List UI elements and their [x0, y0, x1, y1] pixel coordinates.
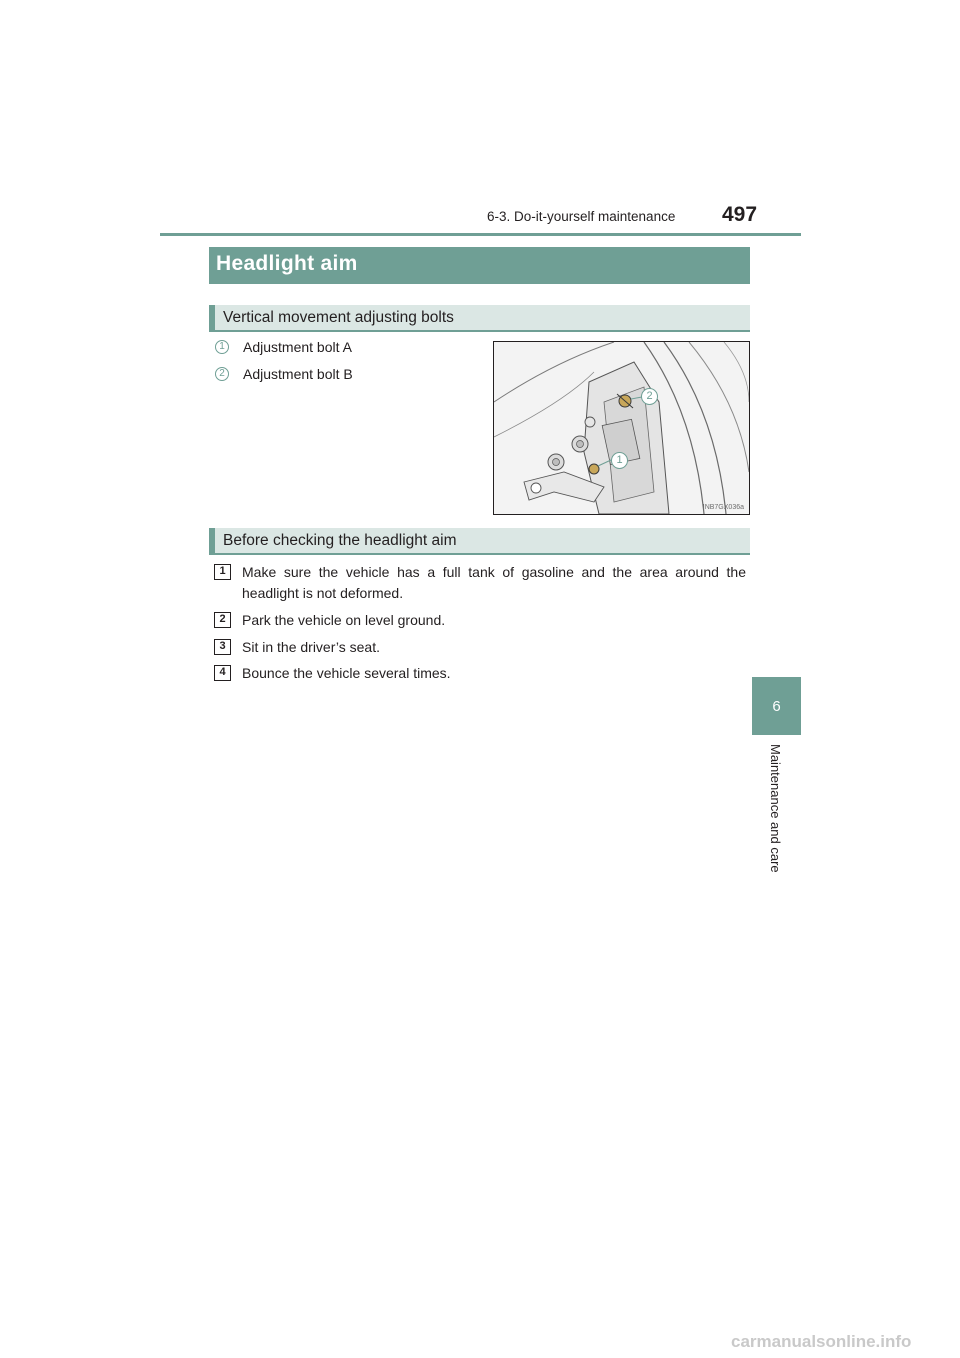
section-heading-before-checking	[209, 528, 750, 555]
page-number: 497	[722, 203, 758, 226]
figure-code: INB7GX036a	[702, 504, 744, 511]
header-rule	[160, 233, 801, 236]
step-number: 3	[214, 639, 231, 655]
step-number: 2	[214, 612, 231, 628]
page-title-bar	[209, 247, 750, 284]
section-heading-text: Before checking the headlight aim	[223, 532, 457, 549]
step-text: Make sure the vehicle has a full tank of gasoline and the area around the headlight is not deformed.	[242, 564, 746, 601]
watermark: carmanualsonline.info	[731, 1332, 912, 1351]
running-header-section: 6-3. Do-it-yourself maintenance	[487, 209, 676, 224]
chapter-title: Maintenance and care	[768, 744, 783, 873]
section-heading-text: Vertical movement adjusting bolts	[223, 309, 454, 326]
chapter-tab	[752, 677, 801, 735]
figure-marker-2: 2	[641, 388, 658, 405]
headlight-drawing	[494, 342, 749, 514]
callout-label: Adjustment bolt B	[243, 366, 353, 382]
chapter-title-vertical	[764, 744, 790, 894]
callout-marker: 2	[215, 367, 229, 381]
figure-marker-1: 1	[611, 452, 628, 469]
section-heading-adjusting-bolts	[209, 305, 750, 332]
chapter-number: 6	[772, 697, 781, 715]
step-text: Park the vehicle on level ground.	[242, 612, 446, 628]
page-title: Headlight aim	[216, 252, 358, 275]
step-number: 4	[214, 665, 231, 681]
step-text: Bounce the vehicle several times.	[242, 665, 451, 681]
callout-marker: 1	[215, 340, 229, 354]
headlight-bolts-illustration	[493, 341, 750, 515]
step-text: Sit in the driver’s seat.	[242, 639, 380, 655]
callout-label: Adjustment bolt A	[243, 339, 352, 355]
step-number: 1	[214, 564, 231, 580]
